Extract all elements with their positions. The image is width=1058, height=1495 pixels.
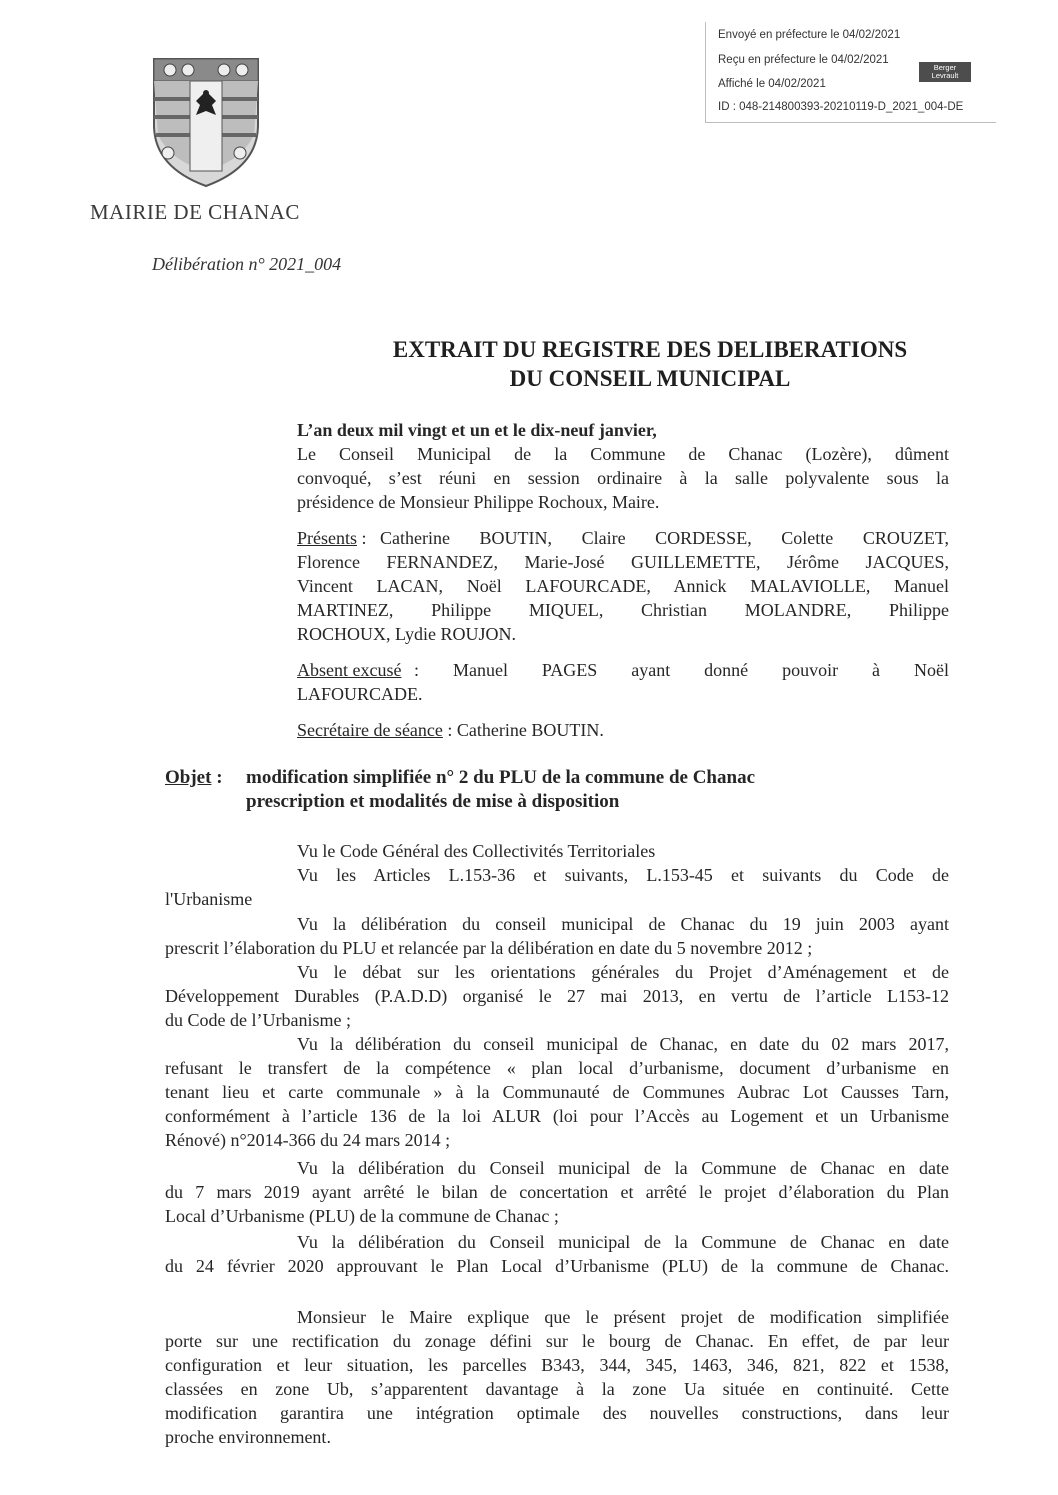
vu-articles-l2: l'Urbanisme [165,889,253,909]
vu-cgct: Vu le Code Général des Collectivités Territoriales [297,841,656,861]
deliberation-number: Délibération n° 2021_004 [152,254,342,274]
vu-delib-2019-l3: Local d’Urbanisme (PLU) de la commune de Chanac ; [165,1206,559,1226]
vu-delib-2017-l5: Rénové) n°2014-366 du 24 mars 2014 ; [165,1130,451,1150]
intro-line-1: Le Conseil Municipal de la Commune de Chanac (Lozère), dûment [297,444,949,464]
objet-sep: : [211,767,223,788]
secretaire-label: Secrétaire de séance [297,720,443,740]
absent-label: Absent excusé [297,660,402,680]
vu-padd-l3: du Code de l’Urbanisme ; [165,1010,351,1030]
vu-delib-2017-l4: conformément à l’article 136 de la loi ALUR (loi pour l’Accès au Logement et un Urbanisme [165,1106,949,1126]
berger-levrault-logo [919,62,971,82]
vu-delib-2019-l2: du 7 mars 2019 ayant arrêté le bilan de concertation et arrêté le projet d’élaboration du Plan [165,1182,949,1202]
brand-line-2: Levrault [931,71,959,80]
presents-label: Présents [297,528,357,548]
absent-line-2: LAFOURCADE. [297,684,423,704]
vu-delib-2020-l1: Vu la délibération du Conseil municipal de la Commune de Chanac en date [297,1232,949,1252]
title-line-2: DU CONSEIL MUNICIPAL [509,366,791,391]
presents-sep: : [357,528,367,548]
coat-of-arms-icon [150,55,262,190]
stamp-id: ID : 048-214800393-20210119-D_2021_004-DE [718,101,964,113]
stamp-envoye: Envoyé en préfecture le 04/02/2021 [718,29,901,41]
presents-label-wrap [297,527,367,551]
vu-padd-l1: Vu le débat sur les orientations générales du Projet d’Aménagement et de [297,962,949,982]
secretaire-value: : Catherine BOUTIN. [442,720,604,740]
presents-line-2: Florence FERNANDEZ, Marie-José GUILLEMETTE, Jérôme JACQUES, [297,552,949,572]
objet-line-2: prescription et modalités de mise à disposition [246,791,620,812]
vu-delib-2003-l1: Vu la délibération du conseil municipal de Chanac du 19 juin 2003 ayant [297,914,949,934]
vu-padd-l2: Développement Durables (P.A.D.D) organisé le 27 mai 2013, en vertu de l’article L153-12 [165,986,949,1006]
vu-delib-2019-l1: Vu la délibération du Conseil municipal de la Commune de Chanac en date [297,1158,949,1178]
objet-line-1: modification simplifiée n° 2 du PLU de la commune de Chanac [246,767,756,788]
presents-line-5: ROCHOUX, Lydie ROUJON. [297,624,517,644]
vu-delib-2017-l1: Vu la délibération du conseil municipal de Chanac, en date du 02 mars 2017, [297,1034,949,1054]
mairie-name: MAIRIE DE CHANAC [90,200,300,224]
intro-line-3: présidence de Monsieur Philippe Rochoux, Maire. [297,492,660,512]
explanation-l1: Monsieur le Maire explique que le présent projet de modification simplifiée [297,1307,949,1327]
explanation-l5: modification garantira une intégration optimale des nouvelles constructions, dans leur [165,1403,949,1423]
objet-label: Objet [165,767,212,788]
intro-date: L’an deux mil vingt et un et le dix-neuf janvier, [297,420,657,440]
prefecture-stamp [705,22,996,123]
intro-line-2: convoqué, s’est réuni en session ordinaire à la salle polyvalente sous la [297,468,949,488]
explanation-l6: proche environnement. [165,1427,331,1447]
title-line-1: EXTRAIT DU REGISTRE DES DELIBERATIONS [392,337,908,362]
stamp-recu: Reçu en préfecture le 04/02/2021 [718,54,889,66]
vu-delib-2017-l3: tenant lieu et carte communale » à la Communauté de Communes Aubrac Lot Causses Tarn, [165,1082,949,1102]
absent-line-1: : Manuel PAGES ayant donné pouvoir à Noël [414,660,949,680]
vu-delib-2017-l2: refusant le transfert de la compétence « plan local d’urbanisme, document d’urbanisme en [165,1058,949,1078]
stamp-affiche: Affiché le 04/02/2021 [718,78,826,90]
vu-delib-2003-l2: prescrit l’élaboration du PLU et relancée par la délibération en date du 5 novembre 2012 ; [165,938,813,958]
objet-label-wrap [165,766,223,790]
vu-delib-2020-l2: du 24 février 2020 approuvant le Plan Local d’Urbanisme (PLU) de la commune de Chanac. [165,1256,949,1276]
explanation-l3: configuration et leur situation, les parcelles B343, 344, 345, 1463, 346, 821, 822 et 1538, [165,1355,949,1375]
presents-line-3: Vincent LACAN, Noël LAFOURCADE, Annick MALAVIOLLE, Manuel [297,576,949,596]
presents-line-4: MARTINEZ, Philippe MIQUEL, Christian MOLANDRE, Philippe [297,600,949,620]
explanation-l4: classées en zone Ub, s’apparentent davantage à la zone Ua située en continuité. Cette [165,1379,949,1399]
vu-articles-l1: Vu les Articles L.153-36 et suivants, L.153-45 et suivants du Code de [297,865,949,885]
secretaire [297,719,604,743]
explanation-l2: porte sur une rectification du zonage défini sur le bourg de Chanac. En effet, de par leur [165,1331,949,1351]
presents-line-1: Catherine BOUTIN, Claire CORDESSE, Colette CROUZET, [380,528,949,548]
brand-line-1: Berger [933,63,957,72]
